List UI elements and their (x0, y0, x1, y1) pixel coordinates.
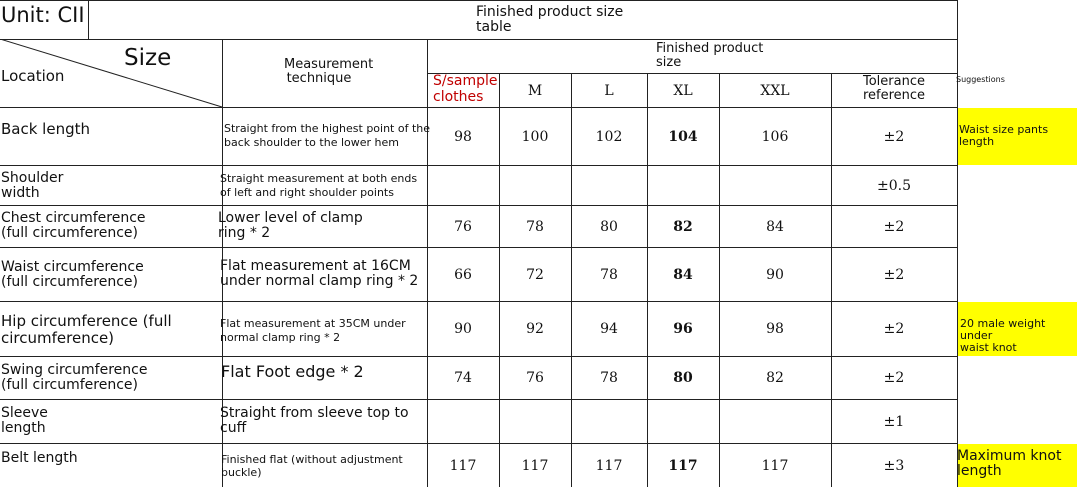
row-location: Sleeve length (1, 405, 48, 437)
value-xl: 82 (673, 219, 693, 235)
value-s: 66 (454, 267, 472, 283)
value-s: 90 (454, 321, 472, 337)
value-xxl: 84 (766, 219, 784, 235)
finished-size-header: Finished product size (656, 41, 764, 71)
size-col-m: M (527, 83, 543, 99)
value-xl: 117 (668, 458, 698, 474)
row-technique: Flat measurement at 16CM under normal clamp ring * 2 (220, 258, 419, 290)
row-location: Waist circumference (full circumference) (1, 259, 144, 291)
row-technique: Flat Foot edge * 2 (221, 362, 364, 381)
size-col-xxl: XXL (760, 83, 790, 99)
size-col-l: L (604, 83, 614, 99)
size-col-s: S/sample clothes (433, 73, 498, 106)
value-l: 78 (600, 267, 618, 283)
row-technique: Finished flat (without adjustment buckle) (221, 453, 403, 480)
value-xxl: 117 (761, 458, 789, 474)
row-location: Hip circumference (full circumference) (1, 312, 172, 347)
value-l: 117 (595, 458, 623, 474)
value-l: 80 (600, 219, 618, 235)
value-xxl: 106 (761, 129, 789, 145)
value-s: 74 (454, 370, 472, 386)
row-technique: Straight measurement at both ends of left and right shoulder points (220, 172, 418, 200)
value-xl: 80 (673, 370, 693, 386)
value-m: 92 (526, 321, 544, 337)
table-title: Finished product size table (476, 4, 624, 35)
row-technique: Straight from the highest point of the back shoulder to the lower hem (224, 122, 431, 150)
value-tolerance: ±2 (883, 267, 905, 283)
value-s: 76 (454, 219, 472, 235)
value-xl: 96 (673, 321, 693, 337)
value-xl: 104 (668, 129, 698, 145)
row-location: Belt length (1, 450, 78, 466)
technique-header: Measurement technique (284, 57, 374, 87)
value-tolerance: ±2 (883, 321, 905, 337)
size-col-xl: XL (673, 83, 693, 99)
value-tolerance: ±0.5 (877, 178, 911, 194)
value-tolerance: ±3 (883, 458, 905, 474)
value-m: 117 (521, 458, 549, 474)
value-tolerance: ±1 (883, 414, 905, 430)
value-s: 98 (454, 129, 472, 145)
row-technique: Lower level of clamp ring * 2 (218, 210, 363, 242)
value-xxl: 98 (766, 321, 784, 337)
value-l: 78 (600, 370, 618, 386)
value-l: 94 (600, 321, 618, 337)
row-location: Shoulder width (1, 170, 64, 202)
value-xl: 84 (673, 267, 693, 283)
tolerance-header: Tolerance reference (862, 74, 926, 104)
value-l: 102 (595, 129, 623, 145)
row-note: 20 male weight under waist knot (960, 317, 1046, 355)
row-technique: Straight from sleeve top to cuff (220, 405, 409, 437)
value-s: 117 (449, 458, 477, 474)
value-tolerance: ±2 (883, 129, 905, 145)
row-location: Back length (1, 120, 90, 138)
value-m: 72 (526, 267, 544, 283)
row-note: Waist size pants length (959, 123, 1049, 149)
suggestions-header: Suggestions (956, 75, 1005, 84)
value-tolerance: ±2 (883, 219, 905, 235)
value-tolerance: ±2 (883, 370, 905, 386)
value-xxl: 90 (766, 267, 784, 283)
size-header: Size (124, 45, 172, 71)
row-location: Swing circumference (full circumference) (1, 362, 148, 394)
row-location: Chest circumference (full circumference) (1, 210, 146, 242)
value-m: 76 (526, 370, 544, 386)
location-header: Location (1, 67, 65, 85)
row-note: Maximum knot length (957, 448, 1062, 479)
value-m: 78 (526, 219, 544, 235)
unit-label: Unit: CII (1, 3, 85, 27)
value-m: 100 (521, 129, 549, 145)
row-technique: Flat measurement at 35CM under normal clamp ring * 2 (220, 317, 406, 345)
value-xxl: 82 (766, 370, 784, 386)
